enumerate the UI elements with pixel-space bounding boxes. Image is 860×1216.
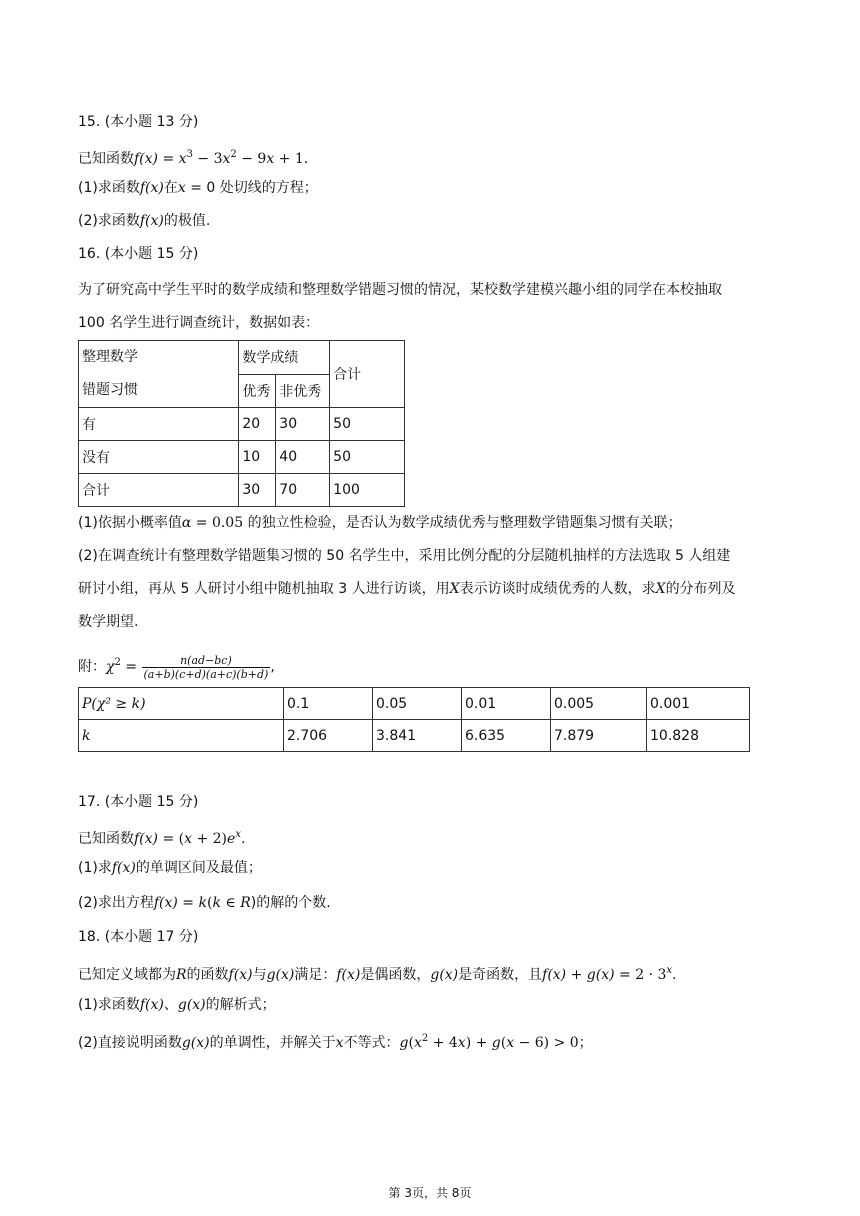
q16-part2-line1: (2)在调查统计有整理数学错题集习惯的 50 名学生中，采用比例分配的分层随机抽样的方法选取 5 人组建 bbox=[78, 548, 731, 564]
table-row: 没有 10 40 50 bbox=[79, 441, 405, 474]
q18-part2: (2)直接说明函数g(x)的单调性，并解关于x不等式：$g(x^2 + 4x) + g(x - 6) > 0$； bbox=[78, 1033, 593, 1051]
chi-square-formula: 附：$\chi^2$ = $\frac{n(ad-bc)}{(a+b)(c+d)(a+c)(b+d)}$ , bbox=[78, 653, 275, 681]
total-header: 合计 bbox=[330, 341, 405, 408]
q17-part2: (2)求出方程f(x) = k(k ∈ R)的解的个数. bbox=[78, 895, 331, 911]
q15-stem: 已知函数$f(x) = x^3 - 3x^2 - 9x + 1$. bbox=[78, 149, 309, 167]
q18-stem: 已知定义域都为R的函数f(x)与g(x)满足：f(x)是偶函数，g(x)是奇函数，且$f(x) + g(x) = 2 \cdot 3^x$. bbox=[78, 965, 677, 983]
page-footer: 第 3页，共 8页 bbox=[388, 1186, 472, 1200]
table-row: k 2.706 3.841 6.635 7.879 10.828 bbox=[79, 720, 750, 752]
q15-part1: (1)求函数f(x)在x = 0 处切线的方程； bbox=[78, 180, 318, 196]
q16-part2-line3: 数学期望. bbox=[78, 614, 139, 630]
sub-header-excellent: 优秀 bbox=[239, 374, 276, 408]
q17-header: 17. (本小题 15 分) bbox=[78, 794, 199, 810]
q16-stem-line1: 为了研究高中学生平时的数学成绩和整理数学错题习惯的情况，某校数学建模兴趣小组的同学在本校抽取 bbox=[78, 282, 722, 298]
q18-part1: (1)求函数f(x)、g(x)的解析式； bbox=[78, 997, 276, 1013]
q17-part1: (1)求f(x)的单调区间及最值； bbox=[78, 860, 262, 876]
q15-header: 15. (本小题 13 分) bbox=[78, 114, 199, 130]
q16-stem-line2: 100 名学生进行调查统计，数据如表： bbox=[78, 315, 320, 331]
q16-header: 16. (本小题 15 分) bbox=[78, 246, 199, 262]
q16-part1: (1)依据小概率值α = 0.05 的独立性检验，是否认为数学成绩优秀与整理数学错题集习惯有关联； bbox=[78, 515, 682, 531]
q17-stem: 已知函数$f(x) = (x + 2)e^x$. bbox=[78, 829, 246, 847]
table-row: P(χ² ≥ k) 0.1 0.05 0.01 0.005 0.001 bbox=[79, 688, 750, 720]
critical-value-table bbox=[78, 687, 750, 752]
table-row: 有 20 30 50 bbox=[79, 408, 405, 441]
q18-header: 18. (本小题 17 分) bbox=[78, 929, 199, 945]
contingency-table bbox=[78, 340, 405, 507]
sub-header-not-excellent: 非优秀 bbox=[276, 374, 330, 408]
q16-part2-line2: 研讨小组，再从 5 人研讨小组中随机抽取 3 人进行访谈，用X表示访谈时成绩优秀的人数，求X的分布列及 bbox=[78, 581, 736, 597]
table-corner-label: 整理数学 错题习惯 bbox=[79, 341, 239, 408]
q15-part2: (2)求函数f(x)的极值. bbox=[78, 213, 211, 229]
group-header: 数学成绩 bbox=[239, 341, 330, 375]
table-row: 合计 30 70 100 bbox=[79, 474, 405, 507]
